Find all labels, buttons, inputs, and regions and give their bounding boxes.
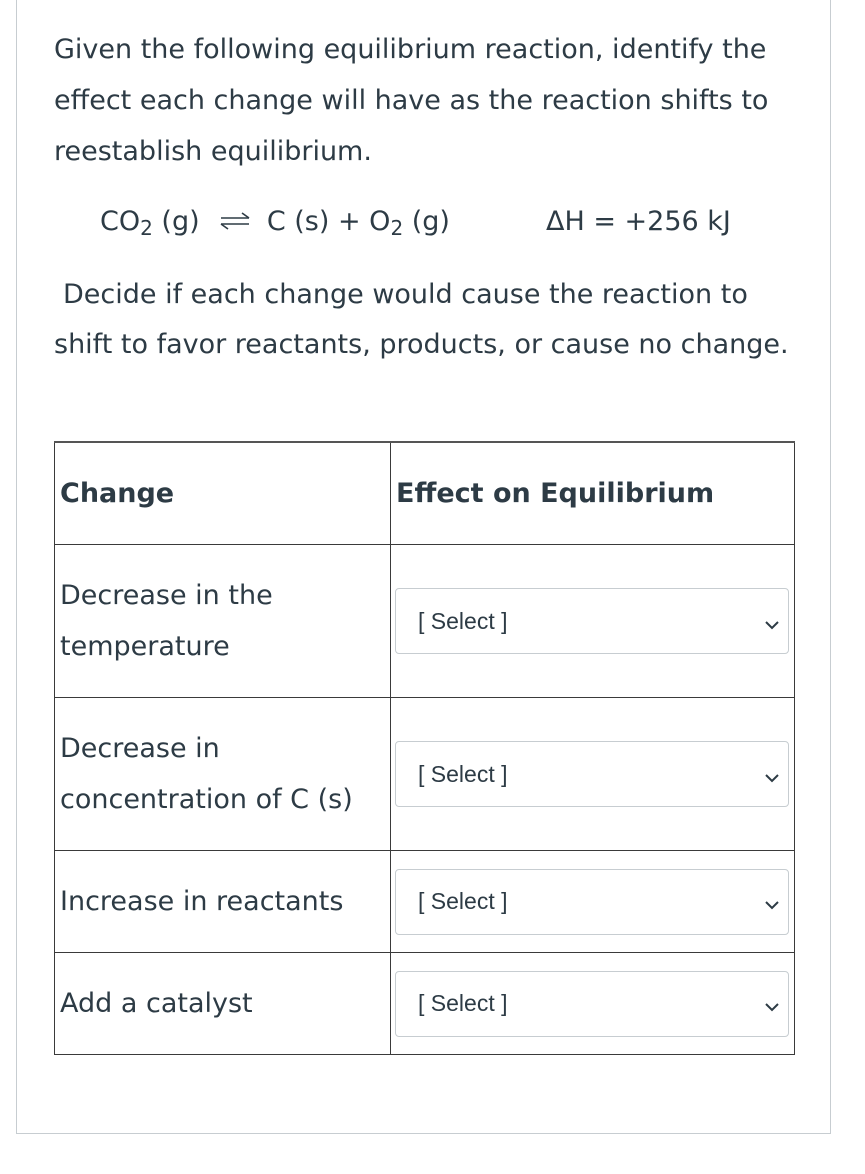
chevron-down-icon — [764, 988, 780, 1019]
table-row — [55, 698, 795, 851]
header-change: Change — [55, 442, 391, 545]
product-subscript: 2 — [390, 216, 404, 240]
instruction-rest: to shift to favor reactants, products, or cause no change. — [54, 279, 789, 360]
effect-cell — [391, 545, 795, 698]
reactant-subscript: 2 — [140, 216, 153, 240]
effect-cell — [391, 953, 795, 1055]
change-text-line2: temperature — [60, 631, 230, 662]
select-label: [ Select ] — [418, 888, 508, 914]
select-label: [ Select ] — [418, 607, 508, 634]
table-row — [55, 851, 795, 953]
header-effect: Effect on Equilibrium — [391, 442, 795, 545]
effect-select-2[interactable] — [395, 741, 789, 807]
change-text-line1: Increase in reactants — [60, 886, 344, 917]
table-header-row — [55, 442, 795, 545]
reactant-state: (g) — [152, 206, 200, 237]
change-text-line1: Decrease in — [60, 733, 220, 764]
change-cell — [55, 851, 391, 953]
reactant-formula: CO — [100, 206, 141, 237]
effect-cell — [391, 851, 795, 953]
effect-cell — [391, 698, 795, 851]
effect-select-3[interactable] — [395, 869, 789, 935]
question-instruction — [54, 270, 794, 370]
chevron-down-icon — [764, 759, 780, 790]
reaction-equation — [100, 197, 450, 248]
change-cell — [55, 545, 391, 698]
change-text-line1: Decrease in the — [60, 580, 273, 611]
chevron-down-icon — [764, 606, 780, 637]
change-cell — [55, 953, 391, 1055]
table-row — [55, 953, 795, 1055]
table-row — [55, 545, 795, 698]
select-label: [ Select ] — [418, 990, 508, 1016]
change-text-line2: concentration of C (s) — [60, 784, 353, 815]
change-cell — [55, 698, 391, 851]
effect-select-1[interactable] — [395, 588, 789, 654]
instruction-lead: Decide if each change would cause the reaction — [63, 279, 713, 310]
product-state: (g) — [403, 206, 450, 237]
chevron-down-icon — [764, 886, 780, 917]
answer-table — [54, 441, 795, 1055]
enthalpy-value: ΔH = +256 kJ — [546, 206, 731, 237]
equilibrium-arrows-icon — [218, 198, 252, 248]
question-intro: Given the following equilibrium reaction, identify the effect each change will have as the reaction shifts to reestablish equilibrium. — [54, 34, 769, 167]
effect-select-4[interactable] — [395, 971, 789, 1037]
change-text-line1: Add a catalyst — [60, 988, 253, 1019]
select-label: [ Select ] — [418, 760, 508, 787]
product-formula: C (s) + O — [266, 206, 391, 237]
